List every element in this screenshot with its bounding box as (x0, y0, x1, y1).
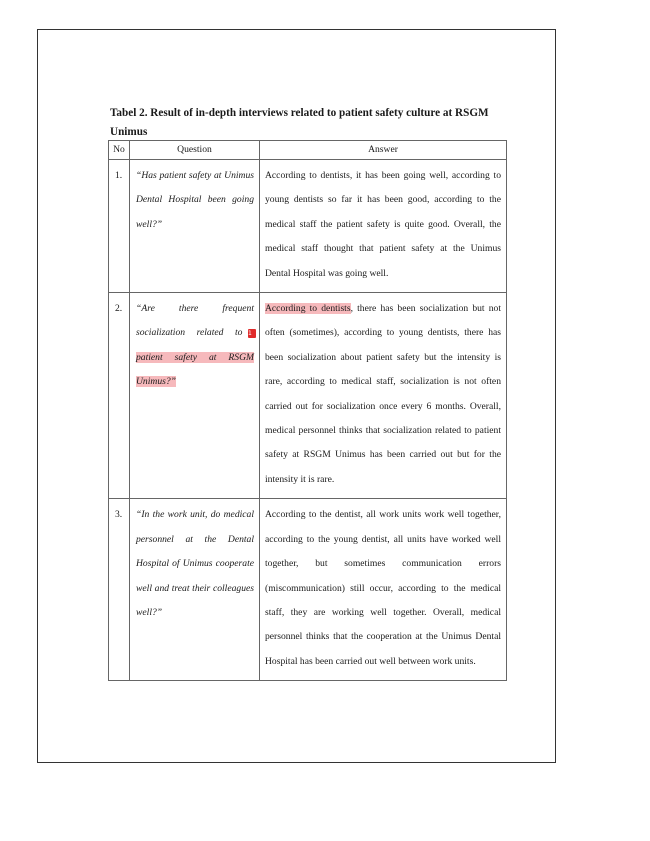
row-question (130, 293, 260, 499)
row-number: 1. (109, 160, 130, 293)
highlighted-question-text: patient safety at RSGM Unimus?” (136, 351, 254, 388)
question-text: “Are there frequent socialization related to (136, 303, 254, 339)
header-answer: Answer (260, 141, 507, 160)
header-no: No (109, 141, 130, 160)
table-row (109, 499, 507, 681)
answer-text: , there has been socialization but not often (sometimes), according to young dentists, there has been socialization about patient safety but the intensity is rare, according to medical staff, socialization is not often carried out for socialization once every 6 months. Overall, medical personnel thinks that socialization related to patient safety at RSGM Unimus has been carried out but for the intensity it is rare. (265, 303, 501, 485)
interview-table (108, 140, 507, 681)
row-number: 3. (109, 499, 130, 681)
table-row (109, 293, 507, 499)
caption-line-1: Tabel 2. Result of in-depth interviews related to patient safety culture at RSGM (110, 107, 489, 119)
table-caption (110, 104, 510, 142)
row-answer: According to dentists, it has been going well, according to young dentists so far it has been good, according to the medical staff the patient safety is quite good. Overall, the medical staff thought that patient safety at the Unimus Dental Hospital was going well. (260, 160, 507, 293)
row-question: “In the work unit, do medical personnel at the Dental Hospital of Unimus cooperate well and treat their colleagues well?” (130, 499, 260, 681)
caption-line-2: Unimus (110, 126, 148, 138)
header-row (109, 141, 507, 160)
highlighted-answer-text: According to dentists (265, 303, 351, 315)
comment-marker-icon[interactable]: 1 (248, 329, 256, 338)
row-answer (260, 293, 507, 499)
header-question: Question (130, 141, 260, 160)
table-row (109, 160, 507, 293)
row-number: 2. (109, 293, 130, 499)
row-answer: According to the dentist, all work units work well together, according to the young dentist, all units have worked well together, but sometimes communication errors (miscommunication) still occur, according to the medical staff, they are working well together. Overall, medical personnel thinks that the cooperation at the Unimus Dental Hospital has been carried out well between work units. (260, 499, 507, 681)
row-question: “Has patient safety at Unimus Dental Hospital been going well?” (130, 160, 260, 293)
